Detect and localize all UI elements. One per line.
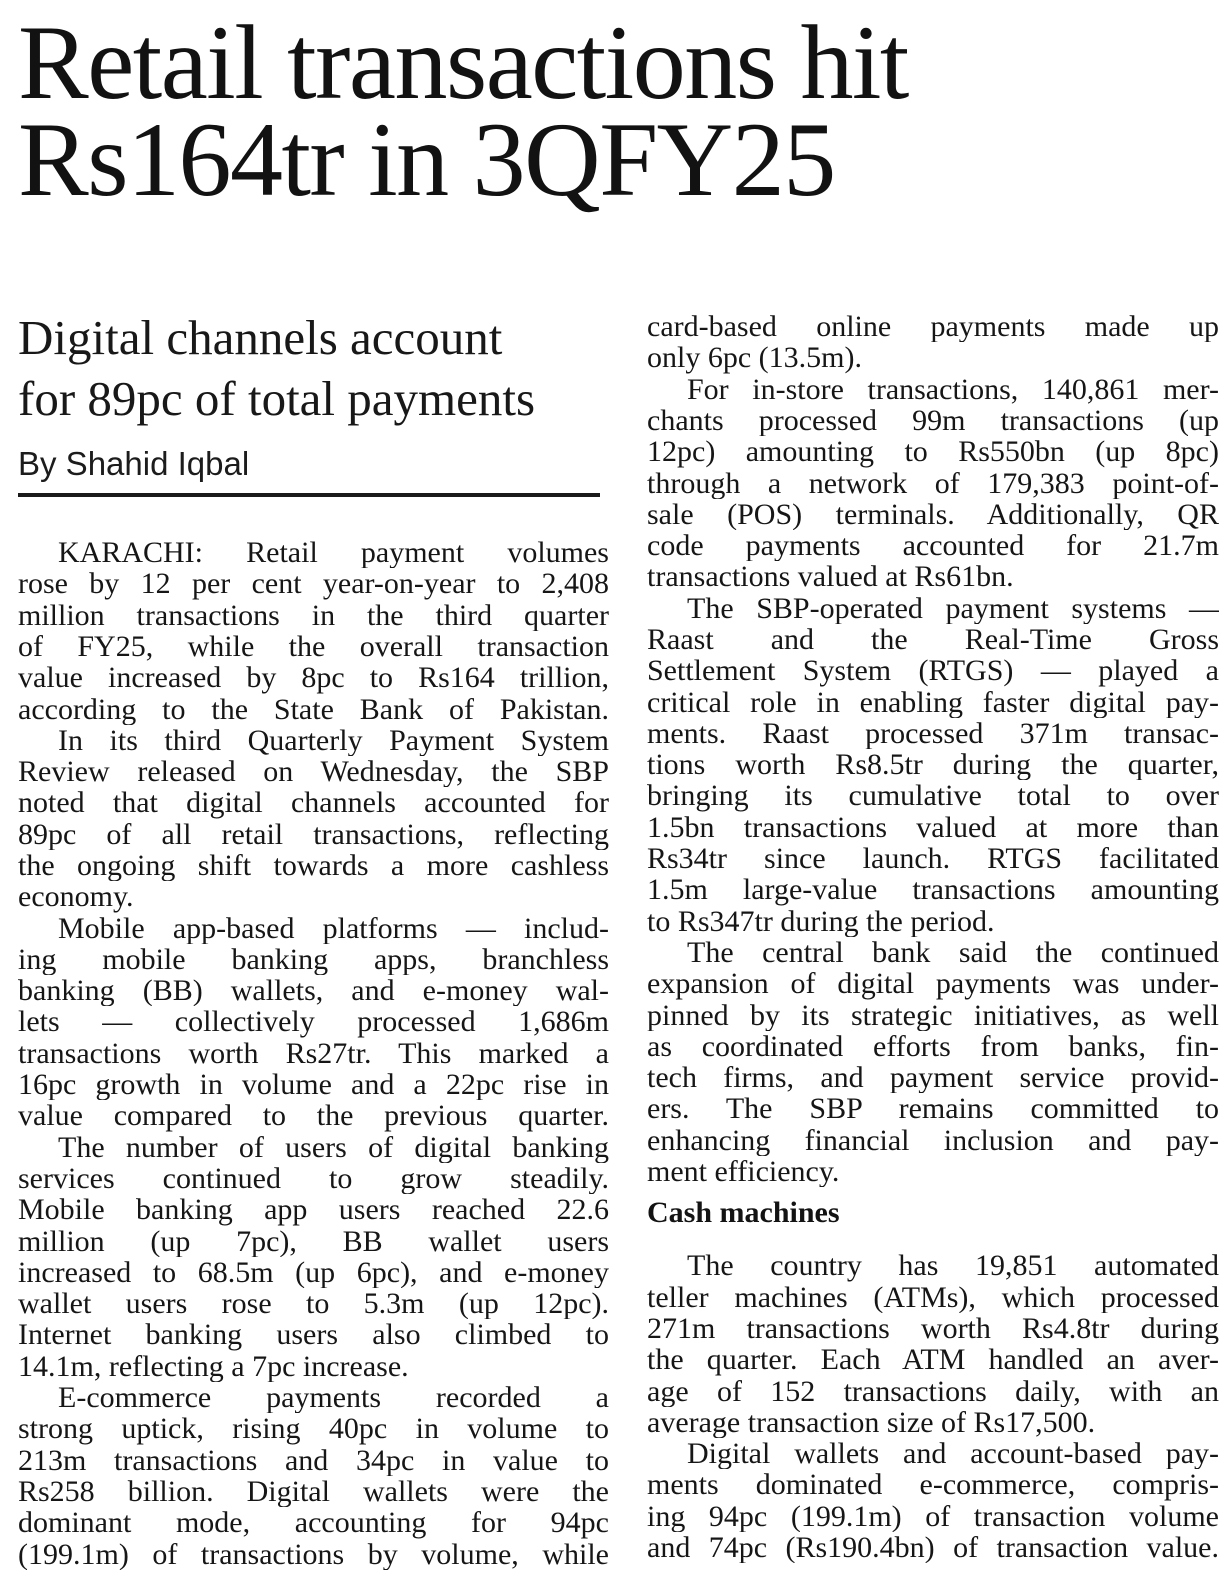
text-line: ing 94pc (199.1m) of transaction volume (647, 1500, 1219, 1532)
text-line: Rs258 billion. Digital wallets were the (18, 1475, 609, 1508)
subheadline-line-1: Digital channels account (18, 310, 503, 366)
text-line: transactions valued at Rs61bn. (647, 561, 1014, 593)
text-line: The country has 19,851 automated (687, 1250, 1219, 1282)
text-line: economy. (18, 881, 134, 913)
text-line: ment efficiency. (647, 1156, 840, 1188)
text-line: (199.1m) of transactions by volume, while (18, 1538, 609, 1570)
text-line: value increased by 8pc to Rs164 trillion, (18, 662, 609, 694)
text-line: The SBP-operated payment systems — (687, 592, 1219, 624)
text-line: value compared to the previous quarter. (18, 1100, 609, 1132)
byline-rule (18, 493, 600, 497)
text-line: only 6pc (13.5m). (647, 342, 862, 374)
text-line: expansion of digital payments was under- (647, 968, 1219, 1000)
text-line: Mobile banking app users reached 22.6 (18, 1194, 609, 1226)
text-line: 1.5bn transactions valued at more than (647, 811, 1219, 844)
text-line: E-commerce payments recorded a (58, 1382, 609, 1414)
headline (18, 4, 1211, 218)
text-line: ments. Raast processed 371m transac- (647, 717, 1219, 750)
text-line: 1.5m large-value transactions amounting (647, 874, 1219, 906)
paragraph (18, 725, 609, 913)
paragraph (18, 1382, 609, 1570)
text-line: through a network of 179,383 point-of- (647, 467, 1219, 499)
text-line: code payments accounted for 21.7m (647, 530, 1219, 562)
text-line: pinned by its strategic initiatives, as well (647, 999, 1219, 1031)
paragraph (647, 937, 1219, 1187)
text-line: 14.1m, reflecting a 7pc increase. (18, 1350, 409, 1383)
text-line: services continued to grow steadily. (18, 1162, 609, 1195)
text-line: 12pc) amounting to Rs550bn (up 8pc) (647, 436, 1219, 468)
left-column (18, 279, 609, 1570)
paragraph (647, 593, 1219, 937)
article-columns (18, 279, 1219, 1570)
text-line: dominant mode, accounting for 94pc (18, 1507, 609, 1539)
paragraph (18, 537, 609, 725)
text-line: wallet users rose to 5.3m (up 12pc). (18, 1288, 609, 1320)
text-line: rose by 12 per cent year-on-year to 2,408 (18, 568, 609, 600)
text-line: The central bank said the continued (687, 936, 1219, 969)
text-line: as coordinated efforts from banks, fin- (647, 1030, 1219, 1063)
text-line: average transaction size of Rs17,500. (647, 1406, 1096, 1439)
text-line: the quarter. Each ATM handled an aver- (647, 1344, 1219, 1376)
paragraph (647, 1250, 1219, 1438)
text-line: the ongoing shift towards a more cashless (18, 849, 609, 882)
text-line: The number of users of digital banking (58, 1131, 609, 1163)
subheadline (18, 307, 609, 429)
text-line: ers. The SBP remains committed to (647, 1093, 1219, 1125)
right-column-body (647, 279, 1219, 1563)
text-line: chants processed 99m transactions (up (647, 404, 1219, 437)
text-line: tech firms, and payment service provid- (647, 1062, 1219, 1094)
text-line: increased to 68.5m (up 6pc), and e-money (18, 1256, 609, 1289)
text-line: Review released on Wednesday, the SBP (18, 756, 609, 788)
text-line: critical role in enabling faster digital pay- (647, 686, 1219, 718)
text-line: sale (POS) terminals. Additionally, QR (647, 498, 1219, 531)
text-line: strong uptick, rising 40pc in volume to (18, 1413, 609, 1445)
text-line: transactions worth Rs27tr. This marked a (18, 1037, 609, 1070)
text-line: Mobile app-based platforms — includ- (58, 912, 609, 944)
section-heading: Cash machines (647, 1196, 840, 1230)
article-page (0, 4, 1223, 1570)
paragraph (647, 374, 1219, 593)
byline: By Shahid Iqbal (18, 445, 250, 483)
paragraph (18, 913, 609, 1132)
text-line: 271m transactions worth Rs4.8tr during (647, 1312, 1219, 1345)
text-line: In its third Quarterly Payment System (58, 724, 609, 757)
text-line: Digital wallets and account-based pay- (687, 1438, 1219, 1470)
text-line: noted that digital channels accounted for (18, 787, 609, 819)
text-line: to Rs347tr during the period. (647, 905, 995, 937)
text-line: million transactions in the third quarter (18, 599, 609, 631)
text-line: For in-store transactions, 140,861 mer- (687, 373, 1219, 405)
text-line: Rs34tr since launch. RTGS facilitated (647, 843, 1219, 875)
paragraph (18, 1132, 609, 1382)
text-line: and 74pc (Rs190.4bn) of transaction value. (647, 1532, 1219, 1564)
text-line: of FY25, while the overall transaction (18, 630, 609, 663)
text-line: bringing its cumulative total to over (647, 780, 1219, 812)
subheadline-line-2: for 89pc of total payments (18, 371, 536, 427)
text-line: lets — collectively processed 1,686m (18, 1006, 609, 1038)
text-line: 16pc growth in volume and a 22pc rise in (18, 1069, 609, 1101)
paragraph (647, 1438, 1219, 1563)
left-column-body (18, 537, 609, 1570)
text-line: 213m transactions and 34pc in value to (18, 1444, 609, 1476)
text-line: ments dominated e-commerce, compris- (647, 1469, 1219, 1501)
text-line: Internet banking users also climbed to (18, 1319, 609, 1351)
text-line: KARACHI: Retail payment volumes (58, 537, 609, 569)
text-line: enhancing financial inclusion and pay- (647, 1124, 1219, 1157)
text-line: according to the State Bank of Pakistan. (18, 693, 609, 725)
text-line: ing mobile banking apps, branchless (18, 943, 609, 976)
text-line: Settlement System (RTGS) — played a (647, 655, 1219, 687)
headline-line-1: Retail transactions hit (18, 4, 908, 121)
text-line: age of 152 transactions daily, with an (647, 1375, 1219, 1407)
text-line: card-based online payments made up (647, 311, 1219, 343)
text-line: banking (BB) wallets, and e-money wal- (18, 975, 609, 1007)
text-line: 89pc of all retail transactions, reflecting (18, 818, 609, 850)
text-line: teller machines (ATMs), which processed (647, 1281, 1219, 1313)
headline-line-2: Rs164tr in 3QFY25 (18, 101, 835, 218)
text-line: million (up 7pc), BB wallet users (18, 1225, 609, 1257)
paragraph (647, 311, 1219, 374)
text-line: tions worth Rs8.5tr during the quarter, (647, 749, 1219, 781)
text-line: Raast and the Real-Time Gross (647, 623, 1219, 656)
